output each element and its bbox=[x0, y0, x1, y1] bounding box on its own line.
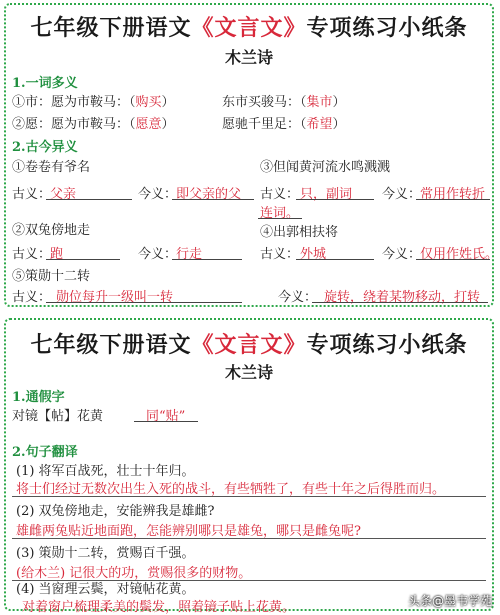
underline bbox=[296, 199, 374, 200]
polysemy-answer: 购买 bbox=[135, 95, 162, 110]
polysemy-label: 愿驰千里足：（ bbox=[222, 117, 307, 132]
phrase-4: ④出郭相扶将 bbox=[260, 225, 339, 240]
title-highlight: 《文言文》 bbox=[191, 332, 307, 358]
sentence-4: (4) 当窗理云鬓，对镜帖花黄。 bbox=[16, 582, 195, 597]
card2-subtitle: 木兰诗 bbox=[224, 363, 273, 382]
underline bbox=[172, 199, 254, 200]
underline bbox=[312, 302, 488, 303]
gu-answer-1: 父亲 bbox=[50, 187, 77, 202]
paren-close: ） bbox=[332, 95, 346, 110]
jin-answer-4: 仅用作姓氏。 bbox=[420, 247, 499, 262]
title-highlight: 《文言文》 bbox=[191, 15, 307, 41]
jin-label-2: 今义： bbox=[138, 247, 178, 262]
title-suffix: 专项练习小纸条 bbox=[306, 15, 468, 41]
card2-title bbox=[6, 328, 492, 359]
answer-rule bbox=[12, 538, 486, 539]
title-suffix: 专项练习小纸条 bbox=[306, 332, 468, 358]
translation-1: 将士们经过无数次出生入死的战斗，有些牺牲了，有些十年之后得胜而归。 bbox=[16, 482, 446, 497]
underline bbox=[296, 259, 374, 260]
section-heading-tongjia: 1.通假字 bbox=[12, 390, 65, 405]
jin-label-5: 今义： bbox=[278, 290, 318, 305]
polysemy-label: 东市买骏马：（ bbox=[222, 95, 307, 110]
paren-close: ） bbox=[161, 117, 175, 132]
gu-label-5: 古义： bbox=[12, 290, 52, 305]
polysemy-item-1-right bbox=[222, 91, 346, 110]
phrase-2: ②双兔傍地走 bbox=[12, 223, 91, 238]
gu-answer-4: 外城 bbox=[300, 247, 327, 262]
polysemy-label: ①市：愿为市鞍马：（ bbox=[12, 95, 136, 110]
gu-label-4: 古义： bbox=[260, 247, 300, 262]
phrase-5: ⑤策勋十二转 bbox=[12, 269, 91, 284]
sentence-1: (1) 将军百战死，壮士十年归。 bbox=[16, 464, 195, 479]
polysemy-item-2-right bbox=[222, 113, 346, 132]
polysemy-label: ②愿：愿为市鞍马：（ bbox=[12, 117, 136, 132]
jin-label-4: 今义： bbox=[382, 247, 422, 262]
polysemy-answer: 愿意 bbox=[135, 117, 162, 132]
title-prefix: 七年级下册语文 bbox=[30, 15, 192, 41]
underline bbox=[134, 421, 198, 422]
underline bbox=[46, 199, 132, 200]
jin-answer-5: 旋转，绕着某物移动，打转 bbox=[324, 290, 481, 305]
paren-close: ） bbox=[161, 95, 175, 110]
gu-label-3: 古义： bbox=[260, 187, 300, 202]
card1-title bbox=[6, 11, 492, 42]
jin-answer-2: 行走 bbox=[176, 247, 203, 262]
section-heading-translation: 2.句子翻译 bbox=[12, 445, 78, 460]
section-heading-polysemy: 1.一词多义 bbox=[12, 76, 78, 91]
tongjia-text: 对镜【帖】花黄 bbox=[12, 409, 104, 424]
translation-3: (给木兰) 记很大的功，赏赐很多的财物。 bbox=[16, 566, 252, 581]
jin-answer-3-extra: 连词。 bbox=[260, 206, 300, 221]
section-heading-ancient-modern: 2.古今异义 bbox=[12, 140, 78, 155]
sentence-3: (3) 策勋十二转，赏赐百千强。 bbox=[16, 546, 195, 561]
phrase-1: ①卷卷有爷名 bbox=[12, 160, 91, 175]
card-vocabulary bbox=[4, 3, 499, 307]
jin-answer-3: 常用作转折 bbox=[420, 187, 486, 202]
gu-label-1: 古义： bbox=[12, 187, 52, 202]
polysemy-answer: 希望 bbox=[306, 117, 333, 132]
underline bbox=[416, 259, 490, 260]
polysemy-item-2-left bbox=[12, 113, 175, 132]
phrase-3: ③但闻黄河流水鸣溅溅 bbox=[260, 160, 391, 175]
polysemy-item-1-left bbox=[12, 91, 175, 110]
gu-label-2: 古义： bbox=[12, 247, 52, 262]
card1-subtitle: 木兰诗 bbox=[224, 48, 273, 67]
answer-rule bbox=[12, 496, 486, 497]
watermark: 头条@墨韦学苑 bbox=[407, 594, 492, 608]
jin-label-3: 今义： bbox=[382, 187, 422, 202]
gu-answer-2: 跑 bbox=[50, 247, 64, 262]
underline bbox=[46, 302, 242, 303]
card-translation bbox=[4, 318, 494, 615]
underline bbox=[172, 259, 242, 260]
underline bbox=[46, 259, 120, 260]
polysemy-answer: 集市 bbox=[306, 95, 333, 110]
gu-answer-5: 勋位每升一级叫一转 bbox=[56, 290, 174, 305]
paren-close: ） bbox=[332, 117, 346, 132]
title-prefix: 七年级下册语文 bbox=[30, 332, 192, 358]
jin-label-1: 今义： bbox=[138, 187, 178, 202]
jin-answer-1: 即父亲的父 bbox=[176, 187, 242, 202]
underline bbox=[416, 199, 490, 200]
sentence-2: (2) 双兔傍地走，安能辨我是雄雌? bbox=[16, 504, 215, 519]
gu-answer-3: 只，副词 bbox=[300, 187, 353, 202]
underline bbox=[258, 218, 302, 219]
translation-2: 雄雌两兔贴近地面跑，怎能辨别哪只是雄兔，哪只是雌兔呢? bbox=[16, 524, 361, 539]
translation-4: 对着窗户梳理柔美的鬓发，照着镜子贴上花黄。 bbox=[22, 600, 296, 615]
tongjia-answer: 同“贴” bbox=[146, 409, 186, 424]
